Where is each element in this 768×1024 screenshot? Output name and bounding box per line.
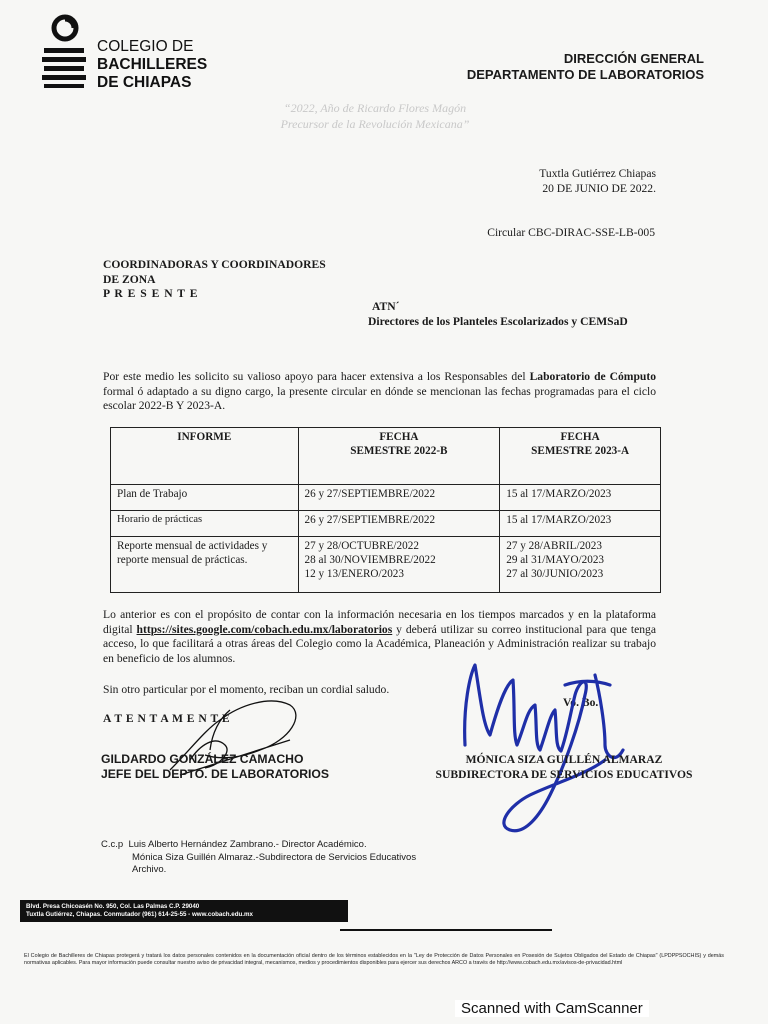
footer-address-line-1: Blvd. Presa Chicoasén No. 950, Col. Las Palmas C.P. 29040 [26, 903, 200, 910]
logo-line-2: BACHILLERES [97, 56, 208, 73]
header-2023a-line-2: SEMESTRE 2023-A [531, 445, 630, 457]
left-signer [101, 752, 401, 782]
motto-line-2: Precursor de la Revolución Mexicana” [280, 117, 470, 131]
row-3-2022b-line-1: 27 y 28/OCTUBRE/2022 [304, 540, 419, 552]
addressee-line-2: DE ZONA [103, 272, 156, 286]
addressee-line-1: COORDINADORAS Y COORDINADORES [103, 258, 326, 271]
right-signature [455, 655, 630, 845]
circular-number: Circular CBC-DIRAC-SSE-LB-005 [487, 226, 655, 239]
place-date [406, 167, 656, 196]
vobo-label: Vo. Bo. [563, 696, 599, 709]
row-1-informe-text: Plan de Trabajo [117, 488, 188, 500]
department-header [384, 51, 704, 83]
row-3-2023a-line-3: 27 al 30/JUNIO/2023 [506, 568, 604, 580]
table-row [111, 537, 661, 593]
logo-line-1: COLEGIO DE [97, 38, 194, 55]
closing-line: Sin otro particular por el momento, reciban un cordial saludo. [103, 683, 390, 696]
addressee [103, 258, 403, 302]
left-signer-title: JEFE DEL DEPTO. DE LABORATORIOS [101, 767, 329, 781]
header-2022b-line-2: SEMESTRE 2022-B [350, 445, 448, 457]
logo-text [97, 38, 207, 92]
ccp-recipient-1: Luis Alberto Hernández Zambrano.- Director Académico. [128, 839, 367, 850]
footer-divider [340, 929, 552, 931]
intro-part-1: Por este medio les solicito su valioso apoyo para hacer extensiva a los Responsables del [103, 370, 530, 383]
left-signer-name: GILDARDO GONZÁLEZ CAMACHO [101, 752, 304, 766]
row-3-2022b-line-3: 12 y 13/ENERO/2023 [304, 568, 404, 580]
row-3-2022b-line-2: 28 al 30/NOVIEMBRE/2022 [304, 554, 436, 566]
row-2-informe-text: Horario de prácticas [117, 514, 203, 525]
header-2022b [298, 428, 500, 485]
motto [230, 100, 520, 132]
atentamente: A T E N T A M E N T E [103, 712, 231, 725]
cobach-logo-mark [40, 12, 100, 92]
purpose-part-1: Lo anterior es con el propósito de contar con la información necesaria en los tiempos marcados y en la plataforma digital [103, 608, 656, 636]
schedule-table [110, 427, 661, 593]
row-2-2022b [298, 511, 500, 537]
ccp-line-2: Mónica Siza Guillén Almaraz.-Subdirectora de Servicios Educativos [132, 851, 417, 863]
table-row [111, 485, 661, 511]
row-2-2022b-text: 26 y 27/SEPTIEMBRE/2022 [304, 514, 436, 526]
header-2022b-line-1: FECHA [379, 431, 419, 443]
ccp-block [101, 839, 501, 877]
camscanner-watermark: Scanned with CamScanner [455, 1000, 649, 1017]
header-line-1: DIRECCIÓN GENERAL [563, 51, 704, 66]
row-3-2023a [500, 537, 661, 593]
intro-bold: Laboratorio de Cómputo [529, 370, 657, 383]
right-signer-name: MÓNICA SIZA GUILLÉN ALMARAZ [465, 753, 663, 766]
row-3-informe-line-2: reporte mensual de prácticas. [117, 554, 248, 566]
row-2-2023a-text: 15 al 17/MARZO/2023 [506, 514, 612, 526]
header-line-2: DEPARTAMENTO DE LABORATORIOS [466, 67, 704, 82]
row-2-2023a [500, 511, 661, 537]
intro-part-2: formal ó adaptado a su digno cargo, la presente circular en dónde se mencionan las fechas programadas para el ciclo escolar 2022-B Y 2023-A. [103, 384, 656, 412]
row-1-2023a [500, 485, 661, 511]
motto-line-1: “2022, Año de Ricardo Flores Magón [283, 101, 467, 115]
table-header-row [111, 428, 661, 485]
ccp-line-1 [101, 839, 501, 852]
header-2023a-line-1: FECHA [560, 431, 600, 443]
row-3-informe-line-1: Reporte mensual de actividades y [117, 540, 268, 552]
row-3-2022b [298, 537, 500, 593]
row-1-2023a-text: 15 al 17/MARZO/2023 [506, 488, 612, 500]
row-1-2022b-text: 26 y 27/SEPTIEMBRE/2022 [304, 488, 436, 500]
header-informe-label: INFORME [177, 431, 232, 443]
header-2023a [500, 428, 661, 485]
right-signer [404, 753, 724, 782]
atn-label: ATN´ [372, 300, 400, 313]
cobach-logo [40, 12, 100, 92]
ccp-label: C.c.p [101, 839, 124, 850]
row-1-2022b [298, 485, 500, 511]
city: Tuxtla Gutiérrez Chiapas [539, 167, 656, 180]
footer-address-line-2: Tuxtla Gutiérrez, Chiapas. Conmutador (961) 614-25-55 - www.cobach.edu.mx [26, 911, 253, 918]
privacy-notice: El Colegio de Bachilleres de Chiapas protegerá y tratará los datos personales contenidos en la documentación oficial dentro de los términos establecidos en la "Ley de Protección de Datos Personales en Posesión de Sujetos Obligados del Estado de Chiapas" (LPDPPSOCHIS) y demás normativas aplicables. Para mayor información puede consultar nuestro aviso de privacidad integral, mecanismos, medios y procedimientos disponibles para ejercer sus derechos ARCO a través de http://www.cobach.edu.mx/avisos-de-privacidad.html [24, 953, 724, 966]
row-3-2023a-line-2: 29 al 31/MAYO/2023 [506, 554, 605, 566]
row-3-2023a-line-1: 27 y 28/ABRIL/2023 [506, 540, 602, 552]
purpose-part-2: y deberá utilizar su correo institucional para que tenga acceso, lo que facilitará a otras áreas del Colegio como la Académica, Planeación y Administración realizar su trabajo en beneficio de los alumnos. [103, 622, 657, 665]
atn-text: Directores de los Planteles Escolarizados y CEMSaD [368, 315, 628, 328]
logo-line-3: DE CHIAPAS [97, 74, 192, 91]
table-row [111, 511, 661, 537]
header-informe [111, 428, 299, 485]
laboratorios-link[interactable]: https://sites.google.com/cobach.edu.mx/laboratorios [136, 622, 393, 636]
row-3-informe [111, 537, 299, 593]
footer-address [20, 900, 348, 922]
right-signer-title: SUBDIRECTORA DE SERVICIOS EDUCATIVOS [435, 767, 693, 781]
row-1-informe [111, 485, 299, 511]
date: 20 DE JUNIO DE 2022. [542, 181, 656, 195]
row-2-informe [111, 511, 299, 537]
intro-paragraph [103, 370, 656, 414]
ccp-line-3: Archivo. [132, 864, 167, 875]
addressee-line-3: P R E S E N T E [103, 287, 199, 300]
